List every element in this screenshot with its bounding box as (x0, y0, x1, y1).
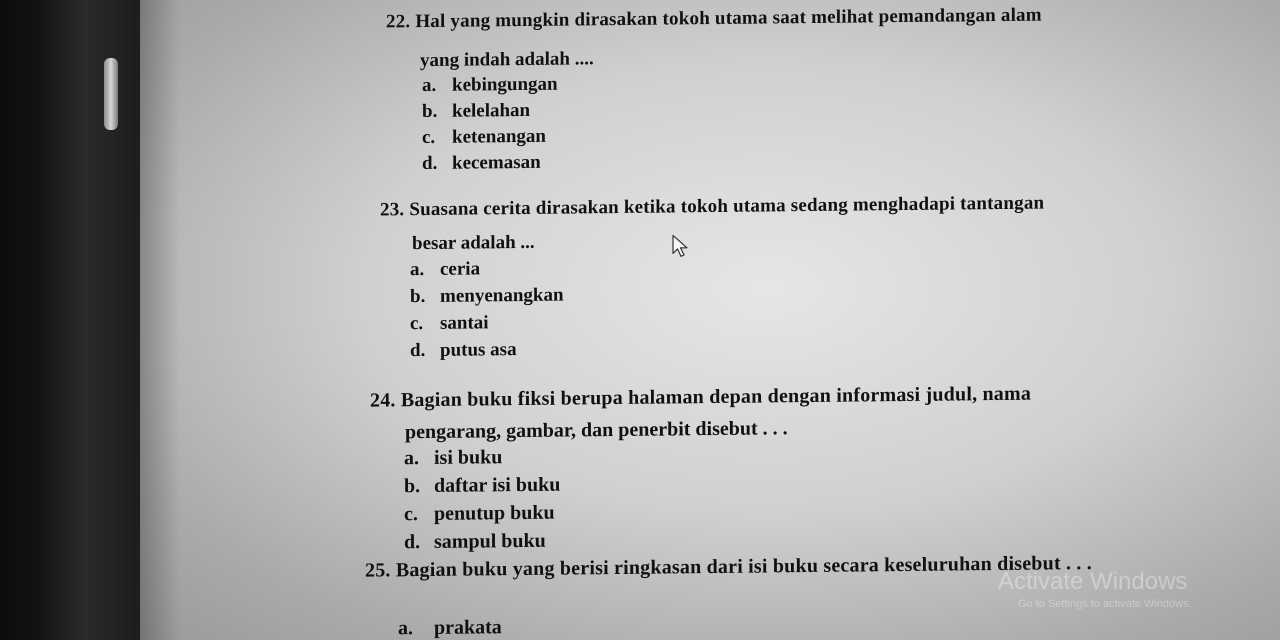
question-text: Hal yang mungkin dirasakan tokoh utama saat melihat pemandangan alam (415, 4, 1042, 33)
question-25 (365, 552, 1092, 583)
option-22-a[interactable] (422, 74, 558, 97)
option-letter: b. (404, 475, 421, 498)
option-text: menyenangkan (440, 284, 564, 307)
option-text: kecemasan (452, 151, 541, 174)
question-text: Suasana cerita dirasakan ketika tokoh utama sedang menghadapi tantangan (409, 192, 1045, 221)
option-letter: d. (422, 152, 438, 175)
option-letter: c. (410, 313, 424, 335)
option-23-c[interactable] (410, 312, 489, 335)
option-24-a[interactable] (404, 446, 502, 470)
option-24-d[interactable] (404, 530, 546, 554)
option-letter: a. (410, 259, 425, 281)
bezel-highlight (104, 58, 118, 130)
option-text: kebingungan (452, 73, 558, 96)
option-25-a[interactable] (398, 616, 502, 640)
question-number: 25. (365, 559, 391, 582)
option-24-b[interactable] (404, 474, 560, 499)
question-number: 24. (370, 389, 396, 412)
question-number: 23. (380, 199, 405, 221)
option-23-d[interactable] (410, 339, 517, 362)
option-letter: c. (404, 503, 418, 526)
document-content (140, 0, 1280, 640)
question-text: Bagian buku yang berisi ringkasan dari isi buku secara keseluruhan disebut . . . (395, 552, 1092, 582)
option-22-c[interactable] (422, 126, 546, 149)
option-letter: a. (422, 74, 437, 97)
option-text: ceria (440, 258, 481, 280)
option-letter: d. (404, 531, 421, 554)
option-24-c[interactable] (404, 502, 555, 527)
question-number: 22. (386, 11, 411, 33)
option-23-b[interactable] (410, 285, 564, 309)
question-22-continuation: yang indah adalah .... (420, 48, 594, 72)
option-text: putus asa (440, 339, 517, 361)
option-letter: b. (422, 100, 438, 123)
question-24 (370, 383, 1031, 413)
option-23-a[interactable] (410, 258, 480, 281)
option-text: santai (440, 312, 489, 334)
monitor-bezel (40, 0, 140, 640)
option-letter: c. (422, 126, 436, 149)
option-text: kelelahan (452, 99, 531, 122)
question-24-continuation: pengarang, gambar, dan penerbit disebut . . . (405, 417, 788, 444)
option-letter: b. (410, 286, 426, 308)
option-22-d[interactable] (422, 152, 541, 175)
option-letter: a. (398, 617, 413, 640)
question-22 (386, 5, 1042, 34)
screen-area (140, 0, 1280, 640)
activation-watermark-subtitle: Go to Settings to activate Windows. (1018, 598, 1192, 610)
option-text: daftar isi buku (434, 473, 561, 497)
option-text: penutup buku (434, 501, 555, 525)
option-letter: a. (404, 447, 419, 470)
option-22-b[interactable] (422, 100, 530, 123)
question-23-continuation: besar adalah ... (412, 231, 535, 255)
option-text: prakata (434, 616, 502, 639)
option-text: sampul buku (434, 529, 546, 553)
activation-watermark-title: Activate Windows (998, 568, 1188, 595)
option-text: isi buku (434, 446, 503, 469)
option-text: ketenangan (452, 125, 546, 148)
mouse-pointer-icon (672, 234, 690, 258)
question-text: Bagian buku fiksi berupa halaman depan dengan informasi judul, nama (400, 382, 1032, 412)
question-23 (380, 193, 1044, 222)
option-letter: d. (410, 340, 426, 362)
